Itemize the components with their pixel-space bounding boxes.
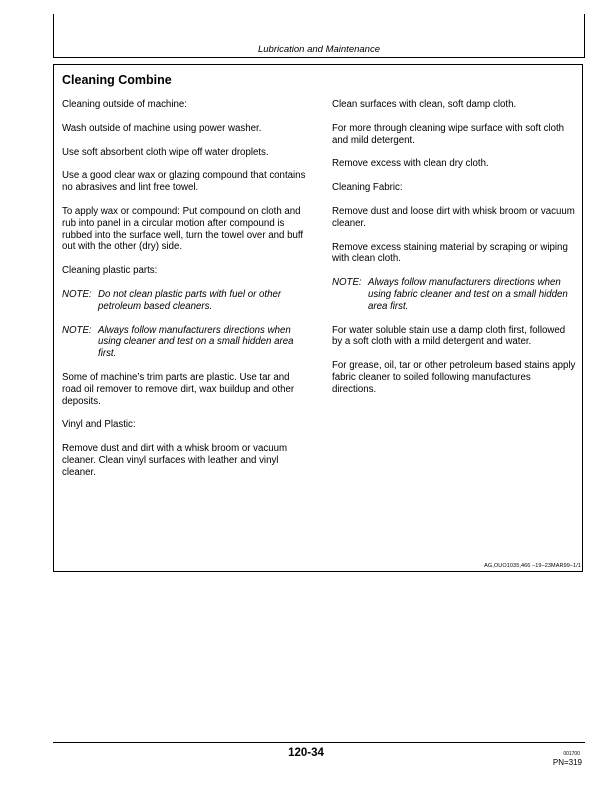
- paragraph: Clean surfaces with clean, soft damp cloth.: [332, 99, 517, 110]
- note-label: NOTE:: [332, 277, 362, 289]
- paragraph: Remove excess staining material by scraping or wiping with clean cloth.: [332, 241, 568, 265]
- header-title: Lubrication and Maintenance: [257, 44, 380, 55]
- paragraph: Cleaning plastic parts:: [62, 265, 158, 277]
- paragraph: Cleaning Fabric:: [332, 182, 403, 194]
- header-rule-bottom: [53, 57, 585, 58]
- note: [62, 289, 307, 313]
- note-text: Always follow manufacturers directions when using fabric cleaner and test on a small hidden area first.: [368, 277, 568, 312]
- note-label: NOTE:: [62, 324, 92, 336]
- footer-rule: [53, 742, 585, 743]
- note-label: NOTE:: [62, 288, 92, 300]
- right-column: [332, 99, 577, 408]
- paragraph: Use soft absorbent cloth wipe off water droplets.: [62, 146, 269, 158]
- paragraph: For more through cleaning wipe surface with soft cloth and mild detergent.: [332, 122, 565, 146]
- document-code: AG,OUO1035,466 –19–23MAR99–1/1: [484, 563, 581, 569]
- note-text: Do not clean plastic parts with fuel or other petroleum based cleaners.: [98, 288, 282, 312]
- paragraph: Vinyl and Plastic:: [62, 419, 136, 431]
- paragraph: Remove dust and dirt with a whisk broom or vacuum cleaner. Clean vinyl surfaces with leather and vinyl cleaner.: [62, 443, 288, 478]
- note-text: Always follow manufacturers directions when using cleaner and test on a small hidden area first.: [98, 324, 294, 360]
- footer-pn: PN=319: [552, 758, 582, 767]
- footer-date-code: 001700: [563, 751, 580, 757]
- note: [332, 277, 577, 312]
- paragraph: Remove excess with clean dry cloth.: [332, 158, 489, 170]
- section-title: Cleaning Combine: [62, 73, 172, 87]
- paragraph: Remove dust and loose dirt with whisk broom or vacuum cleaner.: [332, 205, 575, 229]
- paragraph: For grease, oil, tar or other petroleum based stains apply fabric cleaner to soiled following manufactures directions.: [332, 360, 576, 395]
- page-number: 120-34: [288, 747, 324, 759]
- paragraph: For water soluble stain use a damp cloth first, followed by a soft cloth with a mild detergent and water.: [332, 324, 566, 348]
- paragraph: Use a good clear wax or glazing compound that contains no abrasives and lint free towel.: [62, 170, 306, 194]
- note: [62, 325, 307, 360]
- paragraph: Cleaning outside of machine:: [62, 99, 187, 110]
- left-column: [62, 99, 307, 491]
- paragraph: Wash outside of machine using power washer.: [62, 122, 262, 134]
- paragraph: To apply wax or compound: Put compound on cloth and rub into panel in a circular motion after compound is rubbed into the surface well, turn the towel over and buff out with the other (dry) side.: [62, 205, 304, 253]
- paragraph: Some of machine’s trim parts are plastic. Use tar and road oil remover to remove dirt, wax buildup and other deposits.: [62, 371, 295, 407]
